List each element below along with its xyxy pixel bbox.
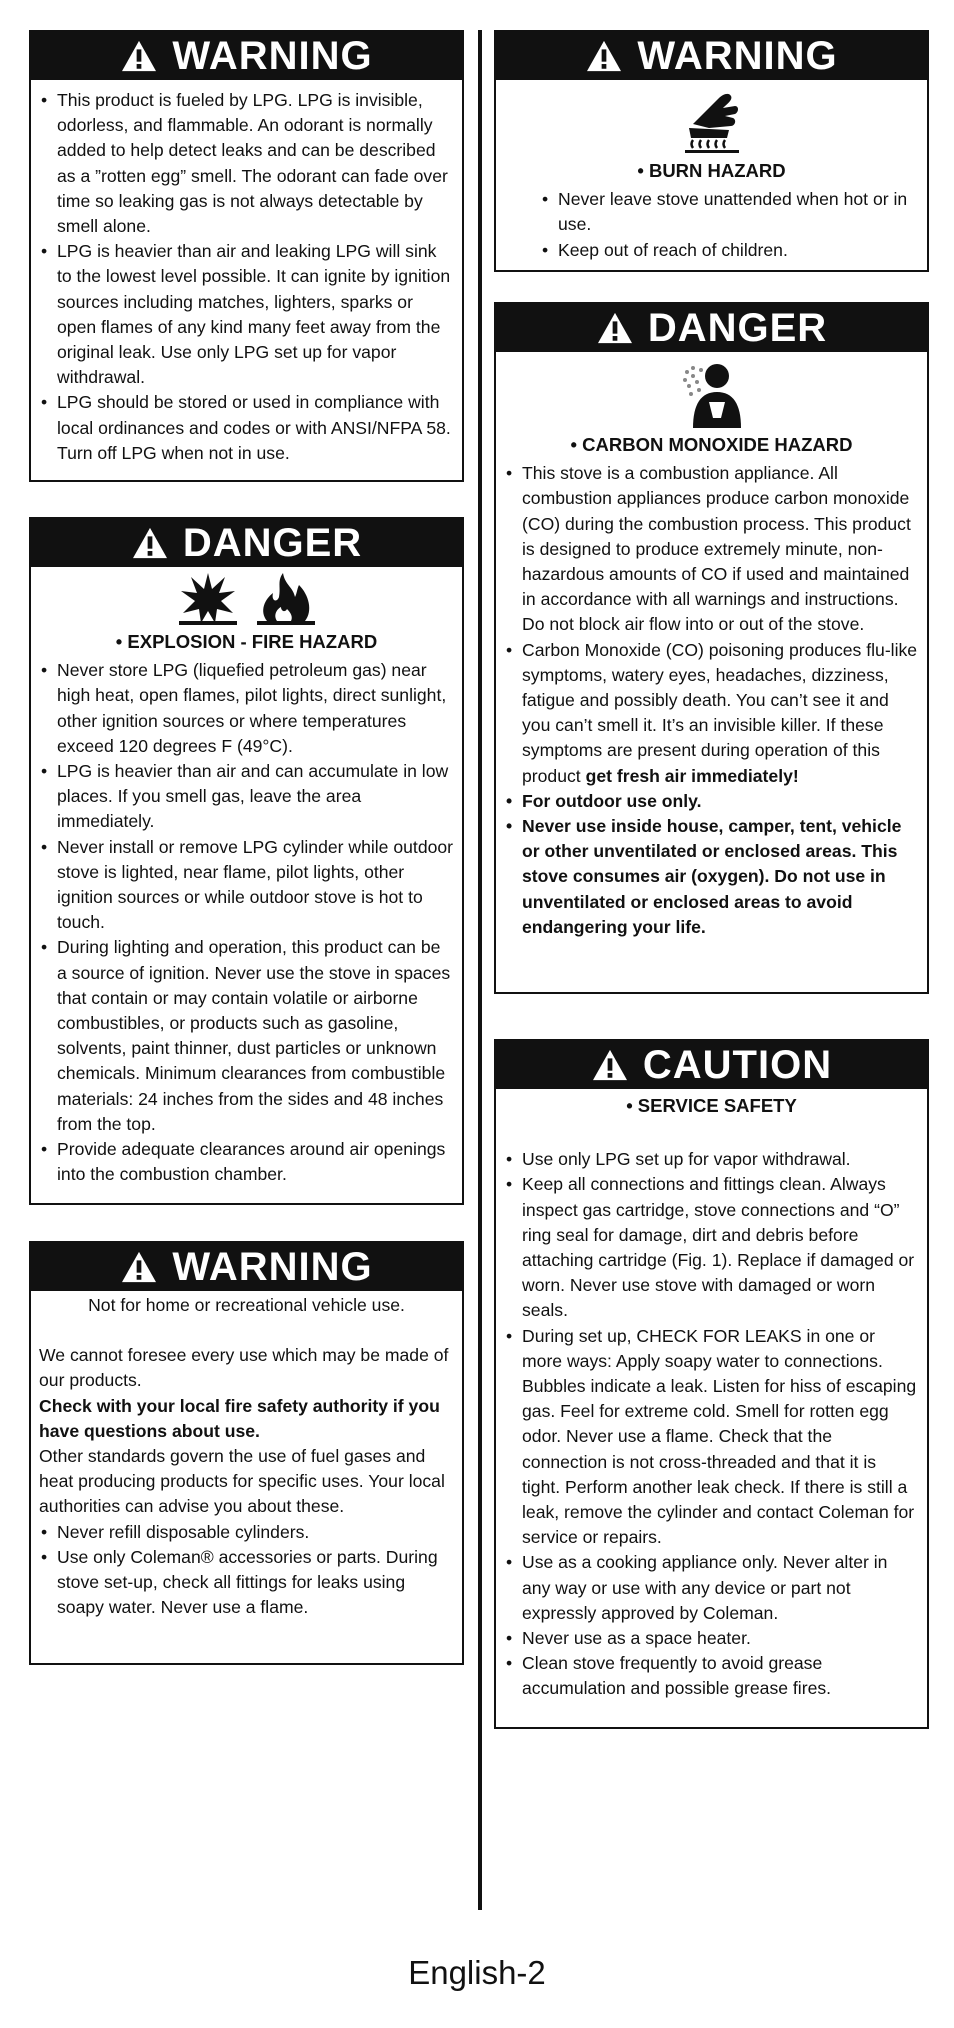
hazard-label: • SERVICE SAFETY	[626, 1095, 797, 1116]
bullet-item: • Never use as a space heater.	[504, 1626, 919, 1651]
column-divider	[478, 30, 482, 1910]
danger-header	[31, 519, 462, 567]
warning-title: WARNING	[172, 34, 373, 78]
warning-box-lpg	[29, 30, 464, 482]
caution-header	[496, 1041, 927, 1089]
warning-header	[31, 1243, 462, 1291]
bullet-text: Carbon Monoxide (CO) poisoning produces flu-like symptoms, watery eyes, headaches, dizziness, fatigue and possibly death. You can’t see it and you can’t smell it. It’s an invisible killer. If these symptoms are present during operation of this product	[522, 639, 918, 786]
danger-title: DANGER	[647, 306, 828, 350]
burn-hand-icon	[679, 88, 745, 154]
danger-box-carbon-monoxide	[494, 302, 929, 994]
not-for-home-text: Not for home or recreational vehicle use.	[88, 1295, 405, 1315]
bullet-item: • LPG is heavier than air and can accumulate in low places. If you smell gas, leave the area immediately.	[39, 759, 454, 835]
paragraph: We cannot foresee every use which may be made of our products.	[39, 1345, 449, 1391]
bullet-item: • Use as a cooking appliance only. Never alter in any way or use with any device or part not expressly approved by Coleman.	[504, 1550, 919, 1626]
bullet-item: • Provide adequate clearances around air openings into the combustion chamber.	[39, 1137, 454, 1187]
bullet-item: • LPG is heavier than air and leaking LPG will sink to the lowest level possible. It can ignite by ignition sources including matches, lighters, sparks or open flames of any kind many feet away from the original leak. Use only LPG set up for vapor withdrawal.	[39, 239, 454, 390]
bullet-item	[504, 638, 919, 789]
bullet-item: • During lighting and operation, this product can be a source of ignition. Never use the stove in spaces that contain or may contain volatile or airborne combustibles, or products such as gasoline, solvents, paint thinner, dust particles or unknown chemicals. Minimum clearances from combustible materials: 24 inches from the sides and 48 inches from the top.	[39, 935, 454, 1137]
bullet-item: • For outdoor use only.	[504, 789, 919, 814]
caution-title: CAUTION	[642, 1043, 833, 1087]
warning-box-home-use	[29, 1241, 464, 1665]
bullet-item: • LPG should be stored or used in compliance with local ordinances and codes or with ANSI/NFPA 58. Turn off LPG when not in use.	[39, 390, 454, 466]
bullet-bold-text: get fresh air immediately!	[585, 765, 799, 786]
warning-box-burn	[494, 30, 929, 272]
hazard-label: • EXPLOSION - FIRE HAZARD	[115, 631, 378, 652]
warning-header	[31, 32, 462, 80]
bullet-item: • This product is fueled by LPG. LPG is invisible, odorless, and flammable. An odorant is normally added to help detect leaks and can be described as a ”rotten egg” smell. The odorant can fade over time so leaking gas is not always detectable by smell alone.	[39, 88, 454, 239]
bullet-item: • Keep out of reach of children.	[540, 238, 919, 263]
warning-title: WARNING	[637, 34, 838, 78]
explosion-icon	[179, 571, 237, 625]
bullet-item: • During set up, CHECK FOR LEAKS in one or more ways: Apply soapy water to connections. Bubbles indicate a leak. Listen for hiss of escaping gas. Feel for extreme cold. Smell for rotten egg odor. Never use a flame. Check that the connection is not cross-threaded and that it is tight. Perform another leak check. If there is still a leak, remove the cylinder and contact Coleman for service or repairs.	[504, 1324, 919, 1551]
danger-header	[496, 304, 927, 352]
alert-triangle-icon	[120, 39, 158, 73]
bullet-item: • Use only LPG set up for vapor withdrawal.	[504, 1147, 919, 1172]
person-gas-icon	[679, 358, 745, 428]
bullet-item: • Clean stove frequently to avoid grease accumulation and possible grease fires.	[504, 1651, 919, 1701]
page-footer: English-2	[408, 1954, 546, 1991]
danger-box-explosion	[29, 517, 464, 1205]
hazard-label: • CARBON MONOXIDE HAZARD	[570, 434, 853, 455]
bullet-item: • Never use inside house, camper, tent, vehicle or other unventilated or enclosed areas. This stove consumes air (oxygen). Do not use in unventilated or enclosed areas to avoid endangering your life.	[504, 814, 919, 940]
alert-triangle-icon	[596, 311, 634, 345]
alert-triangle-icon	[131, 526, 169, 560]
bullet-item: • Never store LPG (liquefied petroleum gas) near high heat, open flames, pilot lights, direct sunlight, other ignition sources or where temperatures exceed 120 degrees F (49°C).	[39, 658, 454, 759]
paragraph: Other standards govern the use of fuel gases and heat producing products for specific uses. Your local authorities can advise you about these.	[39, 1446, 445, 1517]
caution-box-service	[494, 1039, 929, 1729]
danger-title: DANGER	[182, 521, 363, 565]
bullet-item: • Use only Coleman® accessories or parts. During stove set-up, check all fittings for leaks using soapy water. Never use a flame.	[39, 1545, 454, 1621]
alert-triangle-icon	[591, 1048, 629, 1082]
alert-triangle-icon	[585, 39, 623, 73]
bullet-item: • This stove is a combustion appliance. All combustion appliances produce carbon monoxide (CO) during the combustion process. This product is designed to produce extremely minute, non-hazardous amounts of CO if used and maintained in accordance with all warnings and instructions. Do not block air flow into or out of the stove.	[504, 461, 919, 637]
bold-paragraph: Check with your local fire safety authority if you have questions about use.	[39, 1395, 440, 1441]
bullet-item: • Never leave stove unattended when hot or in use.	[540, 187, 919, 237]
alert-triangle-icon	[120, 1250, 158, 1284]
bullet-item: • Keep all connections and fittings clean. Always inspect gas cartridge, stove connections and “O” ring seal for damage, dirt and debris before attaching cartridge (Fig. 1). Replace if damaged or worn. Never use stove with damaged or worn seals.	[504, 1172, 919, 1323]
hazard-label: • BURN HAZARD	[637, 160, 786, 181]
bullet-item: • Never refill disposable cylinders.	[39, 1520, 454, 1545]
bullet-item: • Never install or remove LPG cylinder while outdoor stove is lighted, near flame, pilot lights, other ignition sources or while outdoor stove is hot to touch.	[39, 835, 454, 936]
fire-icon	[257, 571, 315, 625]
warning-header	[496, 32, 927, 80]
warning-title: WARNING	[172, 1245, 373, 1289]
